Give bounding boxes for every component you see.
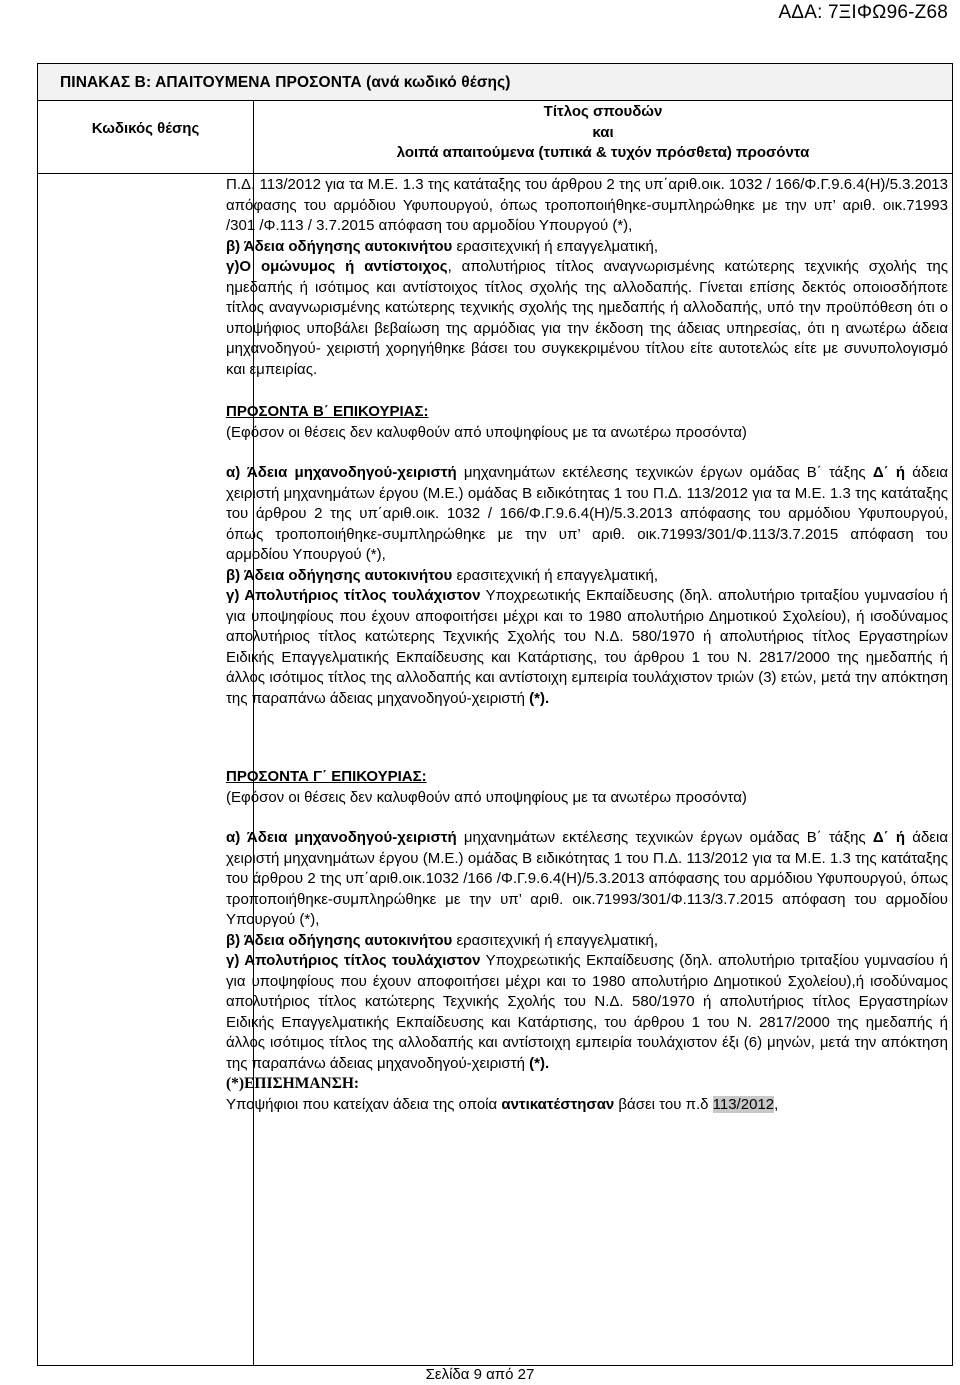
bold-label: β) Άδεια οδήγησης αυτοκινήτου xyxy=(226,566,453,584)
bold-label: β) Άδεια οδήγησης αυτοκινήτου xyxy=(226,931,453,949)
ada-code: ΑΔΑ: 7ΞΙΦΩ96-Ζ68 xyxy=(778,2,948,23)
paragraph-text: ερασιτεχνική ή επαγγελματική, xyxy=(452,566,659,584)
bold-label: αντικατέστησαν xyxy=(501,1095,615,1113)
highlighted-reference: 113/2012 xyxy=(712,1095,775,1113)
paragraph-text: μηχανημάτων εκτέλεσης τεχνικών έργων ομάδας Β΄ τάξης xyxy=(456,464,873,481)
section-b-heading: ΠΡΟΣΟΝΤΑ Β΄ ΕΠΙΚΟΥΡΙΑΣ: xyxy=(226,403,429,420)
bold-label: γ)Ο ομώνυμος ή αντίστοιχος xyxy=(226,258,448,275)
bold-label: α) Άδεια μηχανοδηγού-χειριστή xyxy=(226,464,457,481)
qualifications-cell xyxy=(226,175,948,1115)
bold-label: α) Άδεια μηχανοδηγού-χειριστή xyxy=(226,829,457,846)
section-c-heading: ΠΡΟΣΟΝΤΑ Γ΄ ΕΠΙΚΟΥΡΙΑΣ: xyxy=(226,768,427,785)
section-c-note: (Εφόσον οι θέσεις δεν καλυφθούν από υποψηφίους με τα ανωτέρω προσόντα) xyxy=(226,788,747,806)
column-header-line: λοιπά απαιτούμενα (τυπικά & τυχόν πρόσθετα) προσόντα xyxy=(396,144,810,161)
paragraph-text: Υποχρεωτικής Εκπαίδευσης (δηλ. απολυτήριο τριταξίου γυμνασίου ή για υποψηφίους που έχουν αποφοιτήσει μέχρι και το 1980 απολυτήριο Δημοτικού Σχολείου),ή ισοδύναμος απολυτήριος τίτλος κατώτερης Τεχνικής Σχολής του Ν.Δ. 580/1970 ή απολυτήριος τίτλος Εργαστηρίων Ειδικής Επαγγελματικής Εκπαίδευσης και Κατάρτισης, του άρθρου 1 του Ν. 2817/2000 της ημεδαπής ή άλλος ισότιμος τίτλος της αλλοδαπής και αντίστοιχη εμπειρία τουλάχιστον έξι (6) μηνών, μετά την απόκτηση της παραπάνω άδειας μηχανοδηγού-χειριστή xyxy=(226,952,948,1072)
section-b-item-b xyxy=(226,566,948,587)
bold-label: γ) Απολυτήριος τίτλος τουλάχιστον xyxy=(226,952,481,969)
note-heading: (*)ΕΠΙΣΗΜΑΝΣΗ: xyxy=(226,1075,360,1092)
paragraph-text: ερασιτεχνική ή επαγγελματική, xyxy=(452,931,659,949)
section-c-item-a xyxy=(226,828,948,931)
paragraph-text: , απολυτήριος τίτλος αναγνωρισμένης κατώτερης τεχνικής σχολής της ημεδαπής ή ισότιμος και αντίστοιχος τίτλος σχολής της αλλοδαπής. Γίνεται επίσης δεκτός οποιοσδήποτε τίτλος αναγνωρισμένης κατώτερης τεχνικής σχολής της ημεδαπής ή αλλοδαπής, υπό την προϋπόθεση ότι ο υποψήφιος υποβάλει βεβαίωση της αρμόδιας για την έκδοση της άδειας υπηρεσίας, ότι η ανωτέρω άδεια μηχανοδηγού- χειριστή χορηγήθηκε βάσει του συγκεκριμένου τίτλου είτε αυτοτελώς είτε με συνυπολογισμό και εμπειρίας. xyxy=(226,258,948,378)
bold-label: Δ΄ ή xyxy=(872,829,906,846)
bold-label: (*). xyxy=(529,689,550,707)
table-title-cell xyxy=(38,64,952,100)
paragraph-text: , xyxy=(774,1095,779,1113)
paragraph-text: άδεια χειριστή μηχανημάτων έργου (Μ.Ε.) ομάδας Β ειδικότητας 1 του Π.Δ. 113/2012 για τα Μ.Ε. 1.3 της κατάταξης του άρθρου 2 της υπ΄αριθ.οικ. 1032 / 166/Φ.Γ.9.6.4(Η)/5.3.2013 απόφασης του αρμόδιου Υφυπουργού, όπως τροποποιήθηκε-συμπληρώθηκε με την υπ’ αριθ. οικ.71993/301/Φ.113/3.7.2015 απόφαση του αρμοδίου Υπουργού (*), xyxy=(226,464,948,563)
requirements-table xyxy=(37,63,953,1366)
page-number: Σελίδα 9 από 27 xyxy=(425,1366,535,1383)
table-title: ΠΙΝΑΚΑΣ Β: ΑΠΑΙΤΟΥΜΕΝΑ ΠΡΟΣΟΝΤΑ (ανά κωδικό θέσης) xyxy=(60,74,511,91)
paragraph-text: βάσει του π.δ xyxy=(614,1095,713,1113)
column-header-line: και xyxy=(592,123,614,141)
paragraph-text: ερασιτεχνική ή επαγγελματική, xyxy=(452,237,659,255)
bold-label: γ) Απολυτήριος τίτλος τουλάχιστον xyxy=(226,587,481,604)
table-divider xyxy=(38,100,952,101)
section-b-note: (Εφόσον οι θέσεις δεν καλυφθούν από υποψηφίους με τα ανωτέρω προσόντα) xyxy=(226,423,747,441)
section-c-item-b xyxy=(226,931,948,952)
paragraph-text: μηχανημάτων εκτέλεσης τεχνικών έργων ομάδας Β΄ τάξης xyxy=(456,829,873,846)
bold-label: (*). xyxy=(529,1054,550,1072)
section-b-item-a xyxy=(226,463,948,566)
paragraph-main-license: Π.Δ. 113/2012 για τα Μ.Ε. 1.3 της κατάταξης του άρθρου 2 της υπ΄αριθ.οικ. 1032 / 166/Φ.Γ.9.6.4(Η)/5.3.2013 απόφασης του αρμόδιου Υφυπουργού, όπως τροποποιήθηκε-συμπληρώθηκε με την υπ’ αριθ. οικ.71993 /301 /Φ.113 / 3.7.2015 απόφαση του αρμοδίου Υπουργού (*), xyxy=(226,176,948,234)
paragraph-driving-license xyxy=(226,237,948,258)
column-header-qualifications xyxy=(254,102,952,164)
paragraph-text: Υποχρεωτικής Εκπαίδευσης (δηλ. απολυτήριο τριταξίου γυμνασίου ή για υποψηφίους που έχουν αποφοιτήσει μέχρι και το 1980 απολυτήριο Δημοτικού Σχολείου), ή ισοδύναμος απολυτήριος τίτλος κατώτερης Τεχνικής Σχολής του Ν.Δ. 580/1970 ή απολυτήριος τίτλος Εργαστηρίων Ειδικής Επαγγελματικής Εκπαίδευσης και Κατάρτισης, του άρθρου 1 του Ν. 2817/2000 της ημεδαπής ή άλλος ισότιμος τίτλος της αλλοδαπής και αντίστοιχη εμπειρία τουλάχιστον τριών (3) ετών, μετά την απόκτηση της παραπάνω άδειας μηχανοδηγού-χειριστή xyxy=(226,587,948,707)
bold-label: β) Άδεια οδήγησης αυτοκινήτου xyxy=(226,237,453,255)
table-divider xyxy=(38,173,952,174)
bold-label: Δ΄ ή xyxy=(872,464,906,481)
section-c-item-c xyxy=(226,951,948,1074)
section-b-item-c xyxy=(226,586,948,709)
paragraph-school-title xyxy=(226,257,948,380)
column-header-code: Κωδικός θέσης xyxy=(91,120,200,137)
paragraph-text: άδεια χειριστή μηχανημάτων έργου (Μ.Ε.) ομάδας Β ειδικότητας 1 του Π.Δ. 113/2012 για τα Μ.Ε. 1.3 της κατάταξης του άρθρου 2 της υπ΄αριθ.οικ.1032 /166 /Φ.Γ.9.6.4(Η)/5.3.2013 απόφασης του αρμόδιου Υφυπουργού, όπως τροποποιήθηκε-συμπληρώθηκε με την υπ’ αριθ. οικ.71993/301/Φ.113/3.7.2015 απόφαση του αρμοδίου Υπουργού (*), xyxy=(226,829,948,928)
note-text xyxy=(226,1095,948,1116)
paragraph-text: Υποψήφιοι που κατείχαν άδεια της οποία xyxy=(226,1095,502,1113)
column-header-line: Τίτλος σπουδών xyxy=(543,103,663,120)
